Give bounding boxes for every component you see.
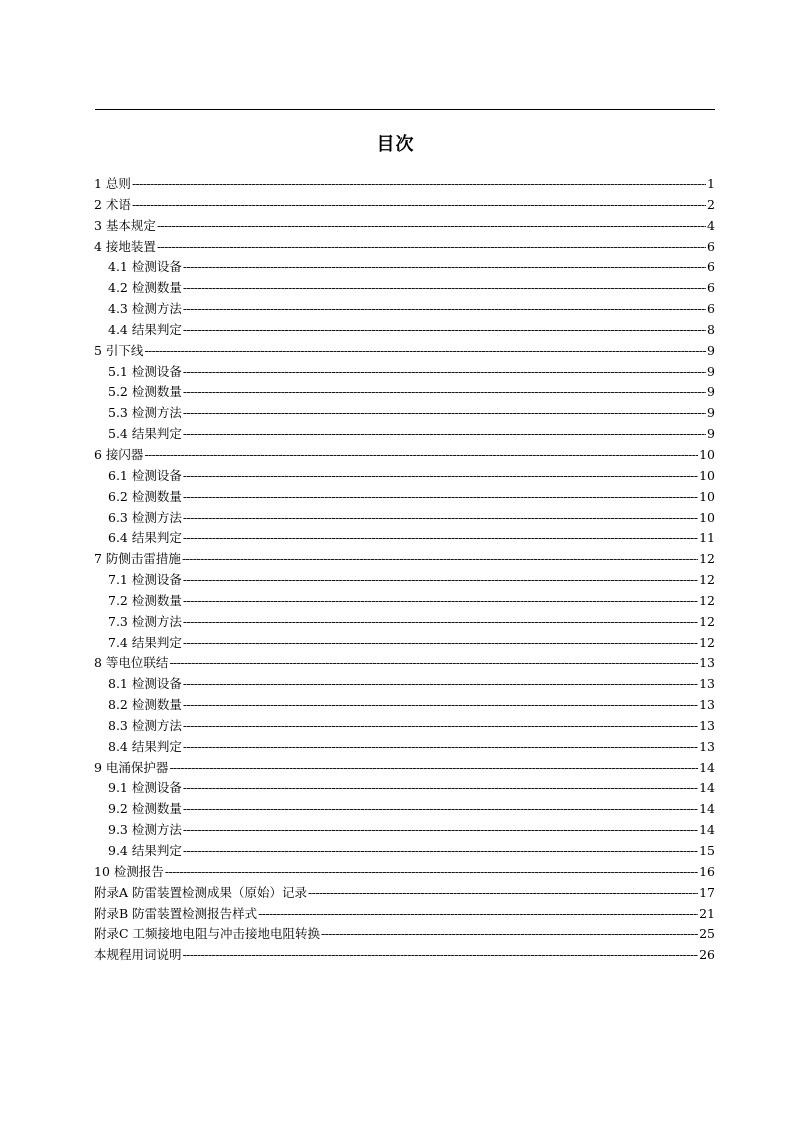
toc-entry-label: 6.3 检测方法	[108, 509, 182, 525]
toc-entry-label: 7.1 检测设备	[108, 572, 182, 588]
toc-dot-leader	[183, 841, 698, 862]
toc-entry-label: 本规程用词说明	[94, 947, 182, 963]
toc-entry-label: 5.3 检测方法	[108, 405, 182, 421]
toc-dot-leader	[183, 299, 706, 320]
toc-page-number: 13	[699, 697, 715, 713]
toc-subentry[interactable]	[94, 528, 715, 549]
toc-dot-leader	[258, 904, 698, 925]
toc-page-number: 2	[707, 196, 715, 212]
toc-entry[interactable]	[94, 549, 715, 570]
toc-subentry[interactable]	[94, 320, 715, 341]
toc-page-number: 8	[707, 321, 715, 337]
toc-entry[interactable]	[94, 653, 715, 674]
toc-entry[interactable]	[94, 758, 715, 779]
toc-subentry[interactable]	[94, 737, 715, 758]
toc-subentry[interactable]	[94, 487, 715, 508]
toc-entry-label: 6 接闪器	[94, 446, 144, 462]
toc-subentry[interactable]	[94, 403, 715, 424]
page-title: 目次	[376, 134, 415, 155]
toc-dot-leader	[183, 424, 706, 445]
toc-entry-label: 5 引下线	[94, 342, 144, 358]
toc-dot-leader	[308, 883, 698, 904]
toc-dot-leader	[183, 257, 706, 278]
toc-dot-leader	[183, 508, 698, 529]
toc-entry-label: 8.2 检测数量	[108, 697, 182, 713]
toc-subentry[interactable]	[94, 278, 715, 299]
toc-page-number: 10	[699, 446, 715, 462]
toc-entry-label: 9 电涌保护器	[94, 759, 169, 775]
toc-entry[interactable]	[94, 862, 715, 883]
toc-page-number: 14	[699, 822, 715, 838]
toc-subentry[interactable]	[94, 820, 715, 841]
toc-entry-label: 附录C 工频接地电阻与冲击接地电阻转换	[94, 926, 321, 942]
toc-entry[interactable]	[94, 174, 715, 195]
toc-page-number: 10	[699, 488, 715, 504]
toc-page-number: 13	[699, 655, 715, 671]
toc-dot-leader	[165, 862, 698, 883]
toc-subentry[interactable]	[94, 716, 715, 737]
toc-dot-leader	[183, 945, 699, 966]
toc-dot-leader	[169, 758, 698, 779]
toc-entry-label: 4.4 结果判定	[108, 321, 182, 337]
toc-entry[interactable]	[94, 341, 715, 362]
toc-page-number: 26	[699, 947, 715, 963]
toc-subentry[interactable]	[94, 362, 715, 383]
toc-entry-label: 8.4 结果判定	[108, 738, 182, 754]
toc-subentry[interactable]	[94, 508, 715, 529]
toc-dot-leader	[183, 528, 698, 549]
toc-entry-label: 7.3 检测方法	[108, 613, 182, 629]
toc-page-number: 6	[707, 238, 715, 254]
toc-entry-label: 7.2 检测数量	[108, 592, 182, 608]
toc-entry-label: 9.1 检测设备	[108, 780, 182, 796]
toc-page-number: 12	[699, 592, 715, 608]
toc-subentry[interactable]	[94, 674, 715, 695]
toc-dot-leader	[182, 549, 698, 570]
toc-page-number: 11	[699, 530, 715, 546]
toc-entry-label: 5.2 检测数量	[108, 384, 182, 400]
toc-entry-label: 6.1 检测设备	[108, 467, 182, 483]
toc-entry-label: 4 接地装置	[94, 238, 156, 254]
toc-page-number: 6	[707, 280, 715, 296]
toc-dot-leader	[183, 799, 698, 820]
toc-entry-label: 5.4 结果判定	[108, 426, 182, 442]
toc-dot-leader	[183, 612, 698, 633]
toc-page-number: 25	[699, 926, 715, 942]
toc-entry-label: 7 防侧击雷措施	[94, 551, 181, 567]
header-rule	[95, 109, 715, 110]
toc-page-number: 4	[707, 217, 715, 233]
toc-subentry[interactable]	[94, 424, 715, 445]
toc-dot-leader	[183, 633, 698, 654]
toc-entry[interactable]	[94, 237, 715, 258]
toc-page-number: 12	[699, 634, 715, 650]
toc-dot-leader	[183, 362, 706, 383]
toc-entry[interactable]	[94, 195, 715, 216]
toc-dot-leader	[144, 341, 706, 362]
toc-dot-leader	[144, 445, 698, 466]
toc-dot-leader	[183, 737, 698, 758]
toc-dot-leader	[321, 924, 698, 945]
toc-entry[interactable]	[94, 445, 715, 466]
toc-dot-leader	[183, 403, 706, 424]
toc-page-number: 13	[699, 717, 715, 733]
toc-entry[interactable]	[94, 904, 715, 925]
toc-entry-label: 4.1 检测设备	[108, 259, 182, 275]
toc-entry-label: 2 术语	[94, 196, 131, 212]
toc-page-number: 10	[699, 509, 715, 525]
toc-entry-label: 5.1 检测设备	[108, 363, 182, 379]
toc-subentry[interactable]	[94, 257, 715, 278]
toc-entry-label: 9.4 结果判定	[108, 843, 182, 858]
toc-entry[interactable]	[94, 216, 715, 237]
toc-page-number: 13	[699, 676, 715, 692]
toc-page-number: 21	[699, 905, 715, 921]
toc-entry-label: 6.2 检测数量	[108, 488, 182, 504]
toc-subentry[interactable]	[94, 570, 715, 591]
toc-page-number: 14	[699, 780, 715, 796]
toc-dot-leader	[157, 237, 706, 258]
toc-page-number: 6	[707, 301, 715, 317]
toc-page-number: 15	[699, 843, 715, 858]
toc-subentry[interactable]	[94, 612, 715, 633]
toc-subentry[interactable]	[94, 633, 715, 654]
toc-entry-label: 8.3 检测方法	[108, 717, 182, 733]
toc-entry-label: 6.4 结果判定	[108, 530, 182, 546]
toc-dot-leader	[183, 591, 698, 612]
toc-dot-leader	[183, 382, 706, 403]
toc-dot-leader	[183, 716, 698, 737]
toc-dot-leader	[132, 195, 706, 216]
toc-dot-leader	[183, 695, 698, 716]
toc-dot-leader	[157, 216, 706, 237]
toc-entry[interactable]	[94, 883, 715, 904]
toc-entry-label: 10 检测报告	[94, 863, 164, 879]
toc-dot-leader	[183, 320, 706, 341]
toc-subentry[interactable]	[94, 591, 715, 612]
toc-entry-label: 附录B 防雷装置检测报告样式	[94, 905, 258, 921]
toc-dot-leader	[183, 674, 698, 695]
toc-entry-label: 1 总则	[94, 176, 131, 191]
toc-entry-label: 附录A 防雷装置检测成果（原始）记录	[94, 884, 308, 900]
toc-dot-leader	[183, 278, 706, 299]
toc-entry-label: 3 基本规定	[94, 217, 156, 233]
toc-page-number: 9	[707, 426, 715, 442]
toc-subentry[interactable]	[94, 799, 715, 820]
toc-dot-leader	[183, 487, 698, 508]
toc-entry-label: 4.2 检测数量	[108, 280, 182, 296]
toc-subentry[interactable]	[94, 466, 715, 487]
toc-entry[interactable]	[94, 924, 715, 945]
toc-page-number: 9	[707, 342, 715, 358]
toc-dot-leader	[183, 778, 698, 799]
toc-subentry[interactable]	[94, 382, 715, 403]
toc-page-number: 9	[707, 363, 715, 379]
toc-dot-leader	[132, 174, 706, 195]
toc-page-number: 12	[699, 613, 715, 629]
toc-entry-label: 9.2 检测数量	[108, 801, 182, 817]
toc-page-number: 9	[707, 405, 715, 421]
toc-page-number: 6	[707, 259, 715, 275]
toc-dot-leader	[169, 653, 698, 674]
toc-page-number: 9	[707, 384, 715, 400]
toc-page-number: 1	[707, 176, 715, 191]
table-of-contents	[94, 174, 715, 966]
toc-entry-label: 7.4 结果判定	[108, 634, 182, 650]
toc-subentry[interactable]	[94, 695, 715, 716]
toc-entry-label: 4.3 检测方法	[108, 301, 182, 317]
toc-page-number: 13	[699, 738, 715, 754]
toc-entry-label: 8 等电位联结	[94, 655, 169, 671]
toc-entry-label: 9.3 检测方法	[108, 822, 182, 838]
toc-entry[interactable]	[94, 945, 715, 966]
toc-page-number: 16	[699, 863, 715, 879]
toc-page-number: 12	[699, 572, 715, 588]
toc-dot-leader	[183, 820, 698, 841]
toc-subentry[interactable]	[94, 841, 715, 862]
toc-subentry[interactable]	[94, 299, 715, 320]
toc-subentry[interactable]	[94, 778, 715, 799]
toc-dot-leader	[183, 466, 698, 487]
toc-page-number: 14	[699, 759, 715, 775]
toc-page-number: 14	[699, 801, 715, 817]
toc-page-number: 17	[699, 884, 715, 900]
toc-page-number: 12	[699, 551, 715, 567]
toc-dot-leader	[183, 570, 698, 591]
toc-page-number: 10	[699, 467, 715, 483]
toc-entry-label: 8.1 检测设备	[108, 676, 182, 692]
